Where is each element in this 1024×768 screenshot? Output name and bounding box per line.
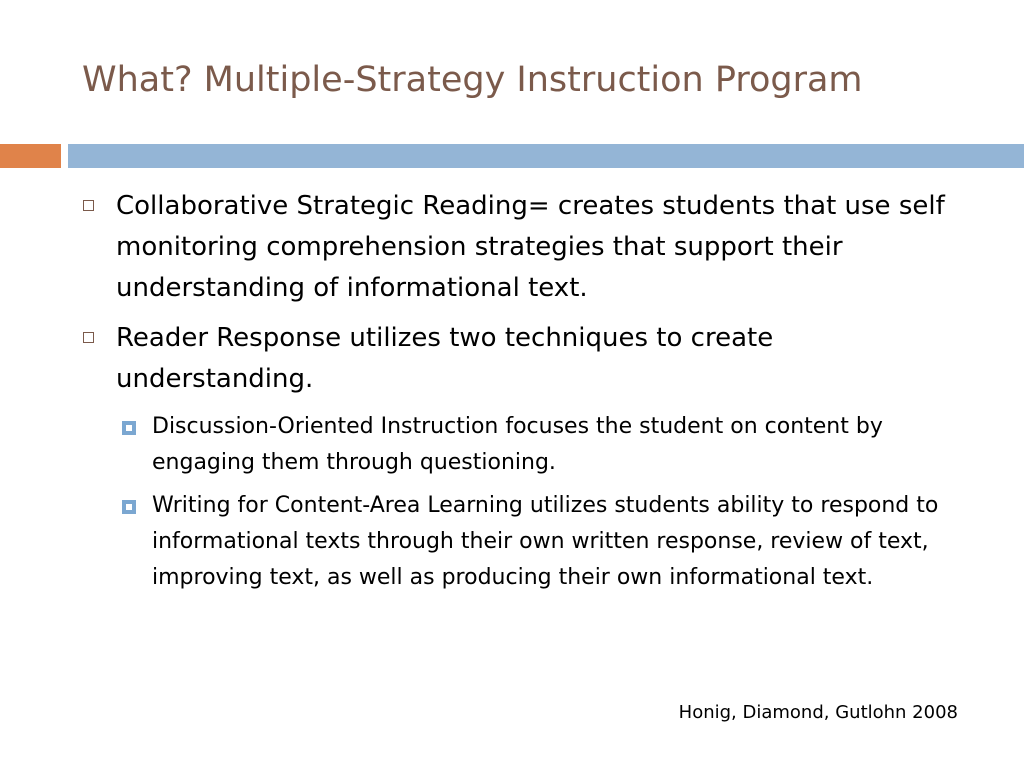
bullet-list [80,186,980,603]
sub-bullet-text: Writing for Content-Area Learning utilizes students ability to respond to informational texts through their own written response, review of text, improving text, as well as producing their own informational text. [152,493,939,590]
citation: Honig, Diamond, Gutlohn 2008 [678,702,958,723]
hollow-square-icon [83,200,94,211]
sub-bullet-item [80,488,982,596]
filled-square-bullet-icon [122,500,136,514]
slide-title: What? Multiple-Strategy Instruction Program [82,60,863,100]
accent-bar-blue [68,144,1024,168]
hollow-square-icon [83,332,94,343]
bullet-item [80,318,961,400]
bullet-text: Reader Response utilizes two techniques to create understanding. [116,323,774,394]
accent-bar-orange [0,144,61,168]
sub-bullet-text: Discussion-Oriented Instruction focuses the student on content by engaging them through questioning. [152,414,883,475]
bullet-text: Collaborative Strategic Reading= creates students that use self monitoring comprehension strategies that support their understanding of informational text. [116,191,945,303]
sub-bullet-item [80,409,982,481]
filled-square-bullet-icon [122,421,136,435]
bullet-item [80,186,961,309]
